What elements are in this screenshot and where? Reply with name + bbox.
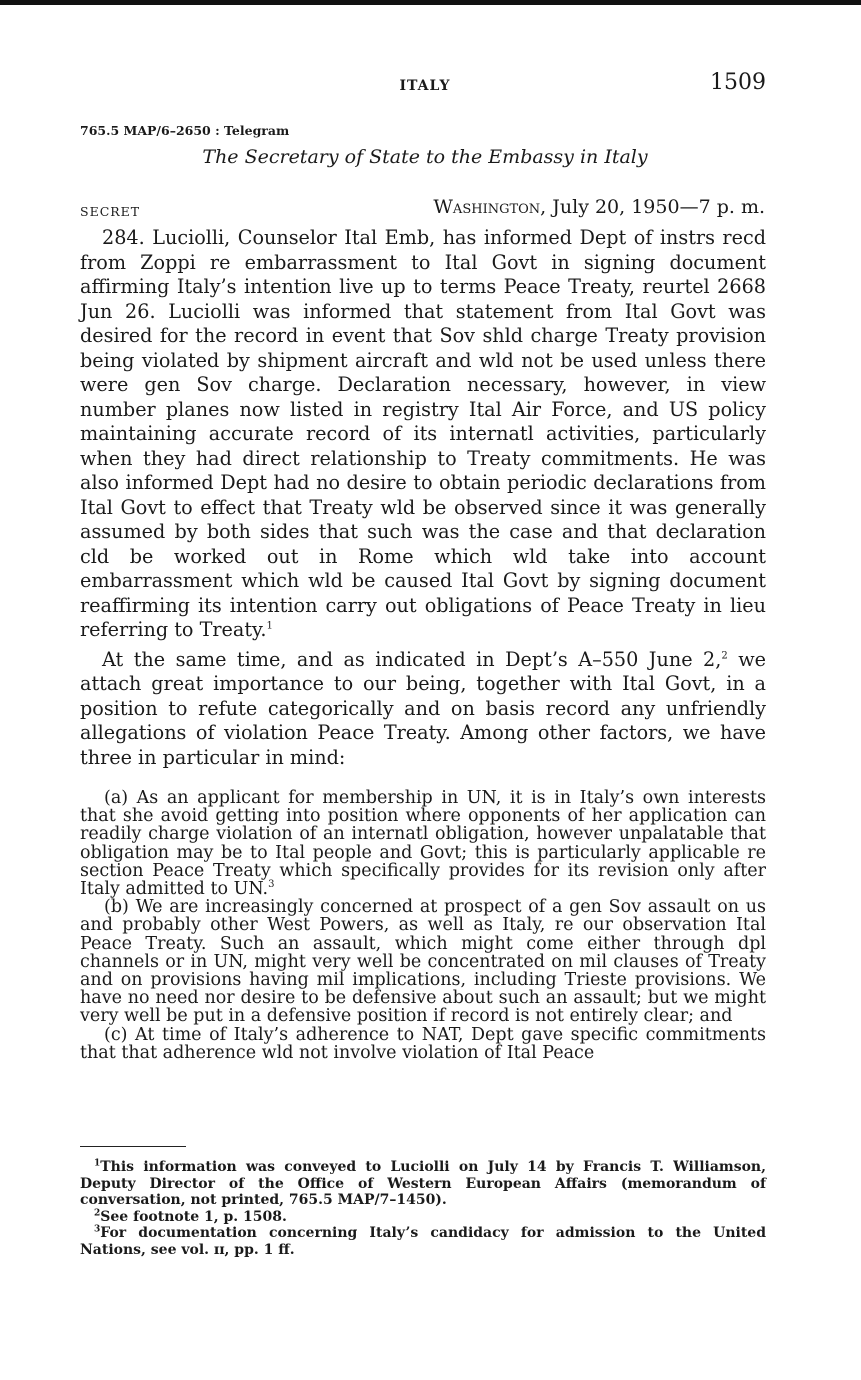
footnote-ref: 3: [268, 879, 275, 891]
footnote-ref: 1: [266, 620, 273, 632]
footnote: [80, 1209, 766, 1226]
footnote-ref: 2: [721, 650, 728, 662]
footnotes: [80, 1159, 766, 1258]
document-title: The Secretary of State to the Embassy in Italy: [202, 146, 648, 168]
footnote: [80, 1225, 766, 1258]
enumerated-points: [80, 789, 766, 1062]
footnote-text: See footnote 1, p. 1508.: [100, 1208, 287, 1225]
footnote-mark: 3: [94, 1224, 101, 1235]
point-text: (b) We are increasingly concerned at prospect of a gen Sov assault on us and probably other West Powers, as well as Italy, re our observation Ital Peace Treaty. Such an assault, which might come either through dpl channels or in UN, might very well be concentrated on mil clauses of Treaty and on provisions having mil implications, including Trieste provisions. We have no need nor desire to be defensive about such an assault; but we might very well be put in a defensive position if record is not entirely clear; and: [80, 897, 766, 1027]
paragraph: [80, 226, 766, 643]
telegram-body: [80, 226, 766, 770]
point-c: [80, 1026, 766, 1062]
point-a: [80, 789, 766, 898]
footnote-mark: 1: [94, 1158, 101, 1169]
point-text: (a) As an applicant for membership in UN, it is in Italy’s own interests that she avoid getting into position where opponents of her application can readily charge violation of an internatl obligation, however unpalatable that obligation may be to Ital people and Govt; this is particularly applicable re section Peace Treaty which specifically provides for its revision only after Italy admitted to UN.: [80, 788, 766, 900]
paragraph-text: 284. Luciolli, Counselor Ital Emb, has informed Dept of instrs recd from Zoppi re embarrassment to Ital Govt in signing document affirming Italy’s intention live up to terms Peace Treaty, reurtel 2668 Jun 26. Luciolli was informed that statement from Ital Govt was desired for the record in event that Sov shld charge Treaty provision being violated by shipment aircraft and wld not be used unless there were gen Sov charge. Declaration necessary, however, in view number planes now listed in registry Ital Air Force, and US policy maintaining accurate record of its internatl activities, particularly when they had direct relationship to Treaty commitments. He was also informed Dept had no desire to obtain periodic declarations from Ital Govt to effect that Treaty wld be observed since it was generally assumed by both sides that such was the case and that declaration cld be worked out in Rome which wld take into account embarrassment which wld be caused Ital Govt by signing document reaffirming its intention carry out obligations of Peace Treaty in lieu referring to Treaty.: [80, 226, 766, 641]
dateline-date: July 20, 1950—7 p. m.: [546, 196, 765, 218]
footnote-divider: [80, 1146, 186, 1147]
paragraph: [80, 648, 766, 771]
footnote-mark: 2: [94, 1207, 101, 1218]
paragraph-text: we attach great importance to our being, together with Ital Govt, in a position to refute categorically and on basis record any unfriendly allegations of violation Peace Treaty. Among other factors, we have three in particular in mind:: [80, 647, 766, 769]
file-reference: 765.5 MAP/6–2650 : Telegram: [80, 123, 290, 138]
footnote-text: For documentation concerning Italy’s candidacy for admission to the United Nations, see vol. ɪɪ, pp. 1 ff.: [80, 1225, 766, 1258]
page-header: [80, 68, 770, 104]
page-top-border: [0, 0, 861, 5]
point-text: (c) At time of Italy’s adherence to NAT, Dept gave specific commitments that that adherence wld not involve violation of Ital Peace: [80, 1024, 766, 1063]
dateline-place: Washington,: [433, 196, 547, 218]
footnote: [80, 1159, 766, 1209]
page-number: 1509: [710, 70, 766, 95]
point-b: [80, 898, 766, 1025]
running-head: ITALY: [399, 78, 451, 94]
dateline: [433, 196, 765, 218]
paragraph-text: At the same time, and as indicated in Dept’s A–550 June 2,: [102, 647, 722, 671]
classification-label: SECRET: [80, 204, 141, 219]
footnote-text: This information was conveyed to Luciolli on July 14 by Francis T. Williamson, Deputy Director of the Office of Western European Affairs (memorandum of conversation, not printed, 765.5 MAP/7–1450).: [80, 1159, 766, 1208]
